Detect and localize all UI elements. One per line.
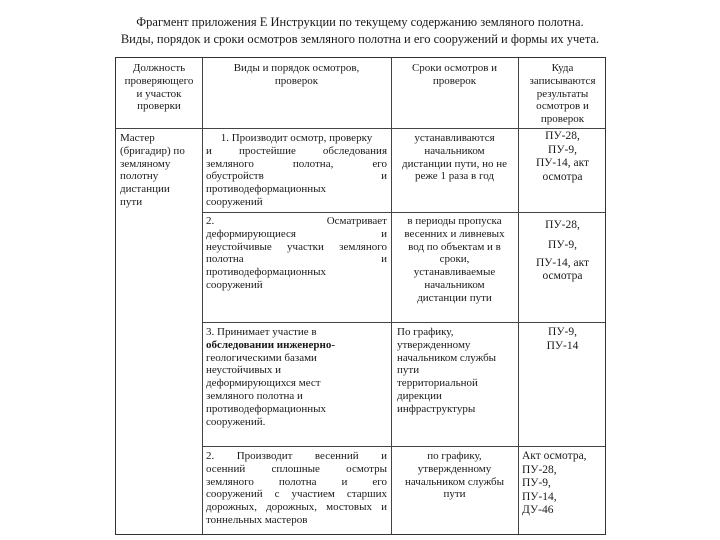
header-record-form: Куда записываются результаты осмотров и проверок bbox=[529, 62, 596, 126]
row-1-record: ПУ-28, ПУ-9, ПУ-14, акт осмотра bbox=[535, 130, 590, 183]
row-4-record: Акт осмотра, ПУ-28, ПУ-9, ПУ-14, ДУ-46 bbox=[522, 450, 587, 516]
row-1-term: устанавливаются начальником дистанции пути, но не реже 1 раза в год bbox=[402, 132, 507, 183]
row-divider bbox=[202, 322, 606, 323]
header-inspection-kind: Виды и порядок осмотров, проверок bbox=[233, 62, 360, 87]
header-position: Должность проверяющего и участок проверки bbox=[124, 62, 194, 113]
column-divider bbox=[202, 58, 203, 534]
row-4-kind: 2. Производит весенний и осенний сплошные осмотры земляного полотна и его сооружений с участием старших дорожных, дорожных, мостовых и тоннельных мастеров bbox=[206, 450, 387, 526]
header-inspection-term: Сроки осмотров и проверок bbox=[411, 62, 498, 87]
row-2-kind: 2. Осматривает деформирующиеся и неустойчивые участки земляного полотна и противодеформационных сооружений bbox=[206, 215, 387, 291]
document-title-line-1: Фрагмент приложения Е Инструкции по текущему содержанию земляного полотна. bbox=[136, 15, 584, 29]
row-2-record: ПУ-28, ПУ-9, ПУ-14, акт осмотра bbox=[535, 219, 590, 282]
row-divider bbox=[202, 212, 606, 213]
row-1-kind: 1. Производит осмотр, проверку и простейшие обследования земляного полотна, его обустройств и противодеформационных сооружений bbox=[206, 132, 387, 208]
row-divider bbox=[202, 446, 606, 447]
document-title-line-2: Виды, порядок и сроки осмотров земляного полотна и его сооружений и формы их учета. bbox=[120, 32, 600, 46]
row-2-term: в периоды пропуска весенних и ливневых вод по объектам и в сроки, устанавливаемые начальником дистанции пути bbox=[404, 215, 505, 304]
row-3-kind: 3. Принимает участие в обследовании инженерно- геологическими базами неустойчивых и деформирующихся мест земляного полотна и противодеформационных сооружений. bbox=[206, 326, 336, 428]
inspection-table bbox=[115, 57, 606, 535]
row-3-term: По графику, утвержденному начальником службы пути территориальной дирекции инфраструктуры bbox=[397, 326, 497, 415]
bold-keyword: обследовании инженерно- bbox=[206, 338, 336, 351]
column-divider bbox=[518, 58, 519, 534]
row-4-term: по графику, утвержденному начальником службы пути bbox=[404, 450, 505, 501]
column-divider bbox=[391, 58, 392, 534]
position-cell: Мастер (бригадир) по земляному полотну дистанции пути bbox=[120, 132, 185, 208]
header-divider bbox=[116, 128, 606, 129]
row-3-record: ПУ-9, ПУ-14 bbox=[546, 326, 579, 352]
